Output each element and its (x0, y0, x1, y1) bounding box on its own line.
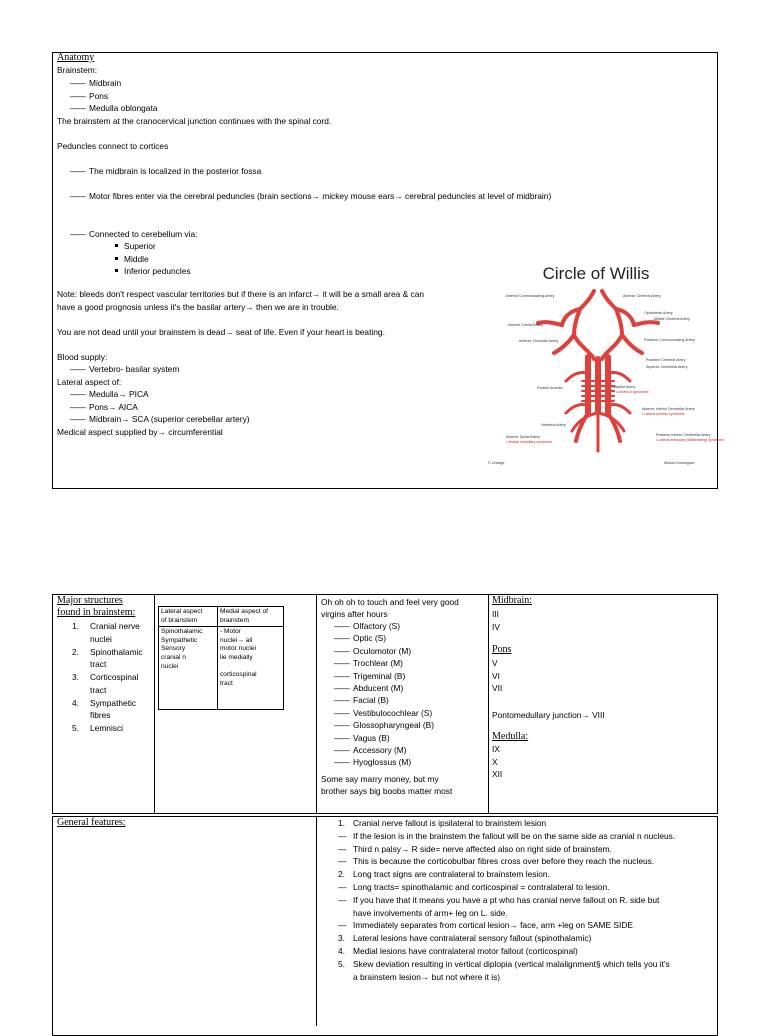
cell-line: motor nuclei (220, 645, 256, 653)
item-marker: 1. (338, 818, 345, 828)
item-text: Skew deviation resulting in vertical diplopia (vertical malalignment§ which tells you it's (353, 958, 670, 969)
list-item (321, 855, 675, 868)
list-item: —— Abducent (M) (321, 682, 434, 694)
figure-label: Pontine Arteries (537, 386, 563, 390)
list-item: —— Vertebro- basilar system (57, 363, 179, 376)
pons-heading: Pons (492, 644, 512, 655)
item-text: Lemnisci (90, 723, 124, 733)
item-marker: 4. (338, 945, 345, 956)
medial-line: Medical aspect supplied by→ circumferential (57, 427, 223, 437)
column-divider (316, 594, 317, 814)
general-heading: General features: (57, 817, 126, 828)
cell-line: Sympathetic (161, 636, 198, 644)
list-item: —— Optic (S) (321, 632, 434, 644)
item-text: a brainstem lesion→ but not where it is) (353, 971, 501, 982)
figure-label: Posterior Inferior Cerebellar Artery (656, 433, 711, 437)
item-text: This is because the corticobulbar fibres cross over before they reach the nucleus. (353, 856, 655, 867)
circle-of-willis-figure (482, 255, 725, 473)
list-item: —— Trigeminal (B) (321, 670, 434, 682)
figure-label: Vertebral Artery (541, 423, 566, 427)
column-divider (154, 594, 155, 814)
item-text: Third n palsy→ R side= nerve affected also on right side of brainstem. (353, 843, 612, 854)
blood-supply-list (57, 363, 179, 376)
figure-label: Posterior Communicating Artery (644, 338, 695, 342)
junction-line: Pontomedullary junction→ VIII (492, 710, 605, 720)
item-marker: 5. (338, 958, 345, 969)
list-item: —— Medulla→ PICA (57, 388, 250, 401)
peduncles-line: Peduncles connect to cortices (57, 141, 169, 151)
list-item (321, 919, 675, 932)
cranial-nerves-list (321, 620, 434, 769)
cell-line: Sensory (161, 645, 186, 653)
column-divider (316, 816, 317, 1026)
figure-label: Middle Cerebral Artery (654, 317, 690, 321)
artery-path (566, 372, 588, 381)
list-item: —— Facial (B) (321, 694, 434, 706)
cell-line: - Motor (220, 628, 241, 636)
cell-line: nuclei (161, 662, 179, 670)
list-item: —— Olfactory (S) (321, 620, 434, 632)
list-item: —— Motor fibres enter via the cerebral peduncles (brain sections→ mickey mouse ears→ cerebral peduncles at level of midbrain) (57, 190, 551, 203)
figure-label: • Locked-in syndrome (614, 390, 649, 394)
item-text: Long tracts= spinothalamic and corticospinal = contralateral to lesion. (353, 881, 610, 892)
artery-path (602, 291, 616, 309)
item-text-cont: fibres (90, 710, 111, 721)
figure-title: Circle of Willis (542, 264, 650, 283)
cell-line: of brainstem (161, 616, 198, 624)
item-text-cont: tract (90, 684, 107, 695)
item-text: If the lesion is in the brainstem the fallout will be on the same side as cranial n nucleus. (353, 830, 676, 841)
artery-path (602, 335, 622, 359)
item-text: Cranial nerve (90, 621, 140, 631)
artery-path (622, 335, 642, 353)
item-text: Sympathetic (90, 697, 137, 708)
cell-line: Spinothalamic (161, 628, 203, 636)
figure-credit-right: Moises Dominguez (664, 461, 695, 465)
artery-path (554, 335, 574, 353)
item-text-cont: tract (90, 659, 107, 670)
artery-path (580, 291, 594, 309)
table-header-cell (159, 607, 218, 627)
cell-line: tract (220, 679, 233, 687)
cell-line: brainstem (220, 616, 249, 624)
item-marker: 2. (338, 869, 345, 880)
figure-label: Anterior Cerebral Artery (623, 294, 661, 298)
mnemonic-footer-2: brother says big boobs matter most (321, 786, 453, 796)
cell-line: nuclei→ all (220, 636, 253, 644)
figure-label: • Lateral medullary (Wallenberg) syndrome (656, 438, 725, 442)
item-text: have involvements of arm+ leg on L. side. (353, 907, 508, 918)
item-marker: — (338, 856, 347, 867)
artery-path (608, 372, 630, 381)
note-line-2: have a good prognosis unless it's the basilar artery→ then we are in trouble. (57, 302, 339, 312)
list-item: —— Pons→ AICA (57, 401, 250, 414)
figure-label: Basilar Artery (614, 385, 636, 389)
list-item: Middle (57, 253, 191, 266)
item-text: Long tract signs are contralateral to brainstem lesion. (353, 869, 550, 880)
anatomy-heading: Anatomy (57, 52, 95, 63)
column-divider (488, 594, 489, 814)
mnemonic-footer-1: Some say marry money, but my (321, 774, 439, 784)
midbrain-heading: Midbrain: (492, 595, 532, 606)
medulla-heading: Medulla: (492, 731, 529, 742)
artery-path (616, 309, 622, 335)
item-marker: — (338, 894, 347, 905)
nucleus-item: VII (492, 683, 503, 694)
list-item: —— The midbrain is localized in the posterior fossa (57, 165, 261, 178)
list-item: Superior (57, 240, 191, 253)
artery-path (566, 404, 588, 413)
nucleus-item: V (492, 658, 498, 668)
list-item: —— Vagus (B) (321, 732, 434, 744)
list-item: —— Medulla oblongata (57, 102, 157, 115)
list-item (321, 958, 675, 971)
item-number: 5. (72, 723, 79, 733)
list-item: —— Midbrain→ SCA (superior cerebellar artery) (57, 413, 250, 426)
mnemonic-line-2: virgins after hours (321, 609, 388, 619)
cell-line: corticospinal (220, 671, 257, 679)
structures-heading-2 (57, 607, 135, 620)
dead-line: You are not dead until your brainstem is dead→ seat of life. Even if your heart is beating. (57, 327, 385, 337)
artery-path (574, 309, 580, 335)
aspect-table (158, 606, 284, 710)
list-item (321, 830, 675, 843)
item-number: 3. (72, 672, 79, 682)
nucleus-item: IV (492, 621, 500, 632)
item-marker: — (338, 830, 347, 841)
brainstem-label: Brainstem: (57, 65, 98, 75)
figure-label: Superior Cerebellar Artery (646, 365, 688, 369)
artery-path (608, 404, 630, 413)
figure-label: Anterior Inferior Cerebellar Artery (642, 407, 695, 411)
list-item (321, 945, 675, 958)
cerebellum-list (57, 228, 197, 241)
brainstem-parts-list (57, 77, 157, 115)
list-item (321, 843, 675, 856)
item-marker: — (338, 843, 347, 854)
cell-line: lie medially (220, 653, 253, 661)
figure-label: Anterior Communicating Artery (505, 294, 555, 298)
mnemonic-line-1: Oh oh oh to touch and feel very good (321, 597, 459, 607)
nucleus-item: X (492, 756, 498, 767)
note-line-1: Note: bleeds don't respect vascular territories but if there is an infarct→ it will be a small area & can (57, 289, 425, 299)
list-item (321, 881, 675, 894)
lateral-list (57, 388, 250, 426)
list-item: —— Trochlear (M) (321, 657, 434, 669)
figure-label: Posterior Cerebral Artery (646, 358, 686, 362)
motor-list (57, 190, 551, 203)
item-number: 4. (72, 697, 79, 708)
list-item: —— Oculomotor (M) (321, 645, 434, 657)
item-text: Spinothalamic (90, 646, 143, 657)
fossa-list (57, 165, 261, 178)
figure-credit-left: © Lineage (488, 461, 505, 465)
item-number: 1. (72, 621, 79, 631)
pons-nuclei (492, 657, 502, 695)
list-item: —— Accessory (M) (321, 744, 434, 756)
peduncle-items-list (57, 240, 191, 278)
item-text-cont: nuclei (90, 633, 112, 644)
cranio-line: The brainstem at the cranocervical junction continues with the spinal cord. (57, 116, 332, 126)
table-row (159, 607, 284, 627)
item-text: Medial lesions have contralateral motor fallout (corticospinal) (353, 945, 578, 956)
nucleus-item: IX (492, 744, 500, 754)
general-features-list (321, 817, 675, 983)
item-marker: — (338, 881, 347, 892)
list-item (321, 817, 675, 830)
medulla-nuclei (492, 743, 502, 781)
item-text: Cranial nerve fallout is ipsilateral to brainstem lesion (353, 818, 547, 828)
nucleus-item: VI (492, 670, 500, 681)
figure-label: • Lateral pontine syndrome (642, 412, 685, 416)
nucleus-item: III (492, 609, 499, 619)
cell-line: cranial n (161, 653, 186, 661)
figure-label: Ophthalmic Artery (644, 311, 673, 315)
list-item: —— Hyoglossus (M) (321, 756, 434, 768)
lateral-label: Lateral aspect of: (57, 377, 122, 387)
list-item (321, 894, 675, 907)
item-text: Lateral lesions have contralateral sensory fallout (spinothalamic) (353, 933, 592, 944)
figure-label: Anterior Spinal Artery (506, 435, 540, 439)
list-item (321, 907, 675, 920)
table-cell (218, 627, 284, 710)
cell-line: Lateral aspect (161, 608, 203, 615)
list-item: —— Pons (57, 90, 157, 103)
nucleus-item: XII (492, 769, 503, 780)
heading-text: Major structures (57, 595, 123, 606)
list-item: —— Vestibulocochlear (S) (321, 707, 434, 719)
item-text: Immediately separates from cortical lesion→ face, arm +leg on SAME SIDE (353, 920, 633, 931)
midbrain-nuclei (492, 608, 500, 633)
item-text: Corticospinal (90, 672, 139, 682)
list-item: —— Glossopharyngeal (B) (321, 719, 434, 731)
vessel-drawing (538, 291, 658, 451)
figure-label: Internal Carotid Artery (508, 323, 543, 327)
artery-path (574, 335, 594, 359)
figure-label: • Medial medullary syndrome (506, 440, 553, 444)
table-cell (159, 627, 218, 710)
list-item: Inferior peduncles (57, 265, 191, 278)
item-marker: — (338, 920, 347, 931)
cell-line: Medial aspect of (220, 608, 269, 615)
heading-text: found in brainstem: (57, 607, 136, 618)
list-item (321, 971, 675, 984)
figure-label: Anterior Choroidal Artery (519, 339, 559, 343)
structures-heading-1 (57, 595, 123, 608)
list-item: —— Connected to cerebellum via: (57, 228, 197, 241)
item-marker: 3. (338, 933, 345, 944)
artery-path (634, 322, 658, 325)
table-header-cell (218, 607, 284, 627)
list-item: —— Midbrain (57, 77, 157, 90)
list-item (321, 868, 675, 881)
item-text: If you have that it means you have a pt who has cranial nerve fallout on R. side but (353, 894, 660, 905)
blood-supply-label: Blood supply: (57, 352, 108, 362)
item-number: 2. (72, 646, 79, 657)
table-row (159, 627, 284, 710)
list-item (321, 932, 675, 945)
